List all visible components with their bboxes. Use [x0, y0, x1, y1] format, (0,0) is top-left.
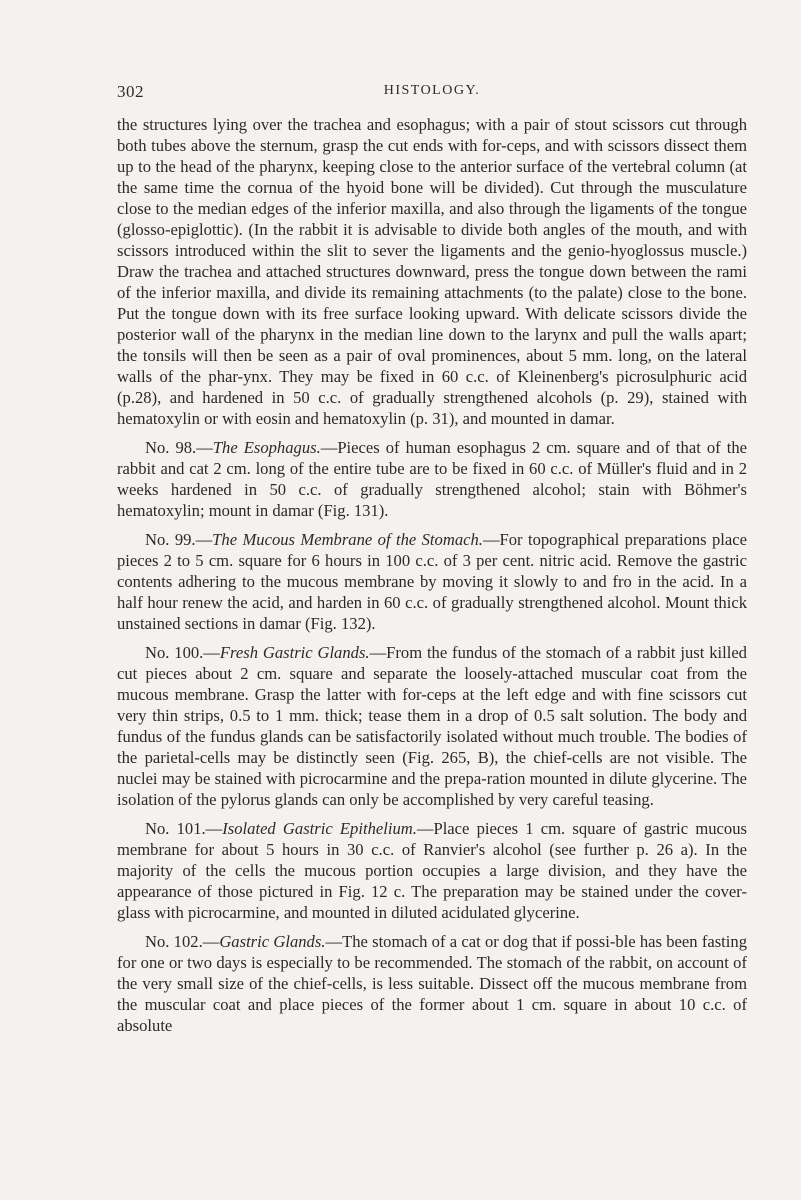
- section-no-100-fresh-gastric-glands: [117, 642, 747, 810]
- paragraph-continuation: [117, 114, 747, 429]
- section-number: No. 102.—: [145, 932, 220, 951]
- section-title: The Esophagus.: [212, 438, 321, 457]
- running-title: HISTOLOGY.: [383, 83, 481, 98]
- section-text: —The stomach of a cat or dog that if possi-ble has been fasting for one or two days is especially to be recommended. The stomach of the rabbit, on account of the very small size of the chief-cells, is less suitable. Dissect off the mucous membrane from the muscular coat and place pieces of the former about 1 cm. square in about 10 c.c. of absolute: [117, 932, 747, 1035]
- section-title: Isolated Gastric Epithelium.: [222, 819, 417, 838]
- section-no-101-isolated-epithelium: [117, 818, 747, 923]
- section-text: —Place pieces 1 cm. square of gastric mucous membrane for about 5 hours in 30 c.c. of Ranvier's alcohol (see further p. 26 a). In the majority of the cells the mucous portion occupies a large division, and they have the appearance of those pictured in Fig. 12 c. The preparation may be stained under the cover-glass with picrocarmine, and mounted in diluted acidulated glycerine.: [117, 819, 747, 922]
- page-number: 302: [117, 82, 144, 101]
- section-text: —From the fundus of the stomach of a rabbit just killed cut pieces about 2 cm. square and separate the loosely-attached muscular coat from the mucous membrane. Grasp the latter with for-ceps at the left edge and with fine scissors cut very thin strips, 0.5 to 1 mm. thick; tease them in a drop of 0.5 salt solution. The body and fundus of the fundus glands can be satisfactorily isolated without much trouble. The bodies of the parietal-cells may be distinctly seen (Fig. 265, B), the chief-cells are not visible. The nuclei may be stained with picrocarmine and the prepa-ration mounted in dilute glycerine. The isolation of the pylorus glands can only be accomplished by very careful teasing.: [117, 643, 747, 809]
- section-no-98-esophagus: [117, 437, 747, 521]
- running-head: [117, 82, 747, 104]
- section-title: Gastric Glands.: [219, 932, 326, 951]
- paragraph-text: the structures lying over the trachea and esophagus; with a pair of stout scissors cut through both tubes above the sternum, grasp the cut ends with for-ceps, and with scissors dissect them up to the head of the pharynx, keeping close to the anterior surface of the vertebral column (at the same time the cornua of the hyoid bone will be divided). Cut through the musculature close to the median edges of the inferior maxilla, and also through the ligaments of the tongue (glosso-epiglottic). (In the rabbit it is advisable to divide both angles of the mouth, and with scissors introduced within the slit to sever the ligaments and the genio-hyoglossus muscle.) Draw the trachea and attached structures downward, press the tongue down between the rami of the inferior maxilla, and divide its remaining attachments (to the palate) close to the bone. Put the tongue down with its free surface looking upward. With delicate scissors divide the posterior wall of the pharynx in the median line down to the larynx and pull the walls apart; the tonsils will then be seen as a pair of oval prominences, about 5 mm. long, on the lateral walls of the phar-ynx. They may be fixed in 60 c.c. of Kleinenberg's picrosulphuric acid (p.28), and hardened in 50 c.c. of gradually strengthened alcohols (p. 29), stained with hematoxylin or with eosin and hematoxylin (p. 31), and mounted in damar.: [117, 115, 747, 428]
- section-title: Fresh Gastric Glands.: [219, 643, 370, 662]
- section-number: No. 100.—: [145, 643, 220, 662]
- section-number: No. 98.—: [145, 438, 213, 457]
- section-title: The Mucous Membrane of the Stomach.: [212, 530, 483, 549]
- section-number: No. 99.—: [145, 530, 213, 549]
- section-text: —Pieces of human esophagus 2 cm. square and of that of the rabbit and cat 2 cm. long of the entire tube are to be fixed in 60 c.c. of Müller's fluid and in 2 weeks hardened in 50 c.c. of gradually strengthened alcohol; stain with Böhmer's hematoxylin; mount in damar (Fig. 131).: [117, 438, 747, 520]
- section-number: No. 101.—: [145, 819, 223, 838]
- section-no-102-gastric-glands: [117, 931, 747, 1036]
- section-text: —For topographical preparations place pieces 2 to 5 cm. square for 6 hours in 100 c.c. of 3 per cent. nitric acid. Remove the gastric contents adhering to the mucous membrane by moving it slowly to and fro in the acid. In a half hour renew the acid, and harden in 60 c.c. of gradually strengthened alcohol. Mount thick unstained sections in damar (Fig. 132).: [117, 530, 748, 633]
- section-no-99-mucous-membrane: [117, 529, 747, 634]
- body-text: [117, 114, 747, 1036]
